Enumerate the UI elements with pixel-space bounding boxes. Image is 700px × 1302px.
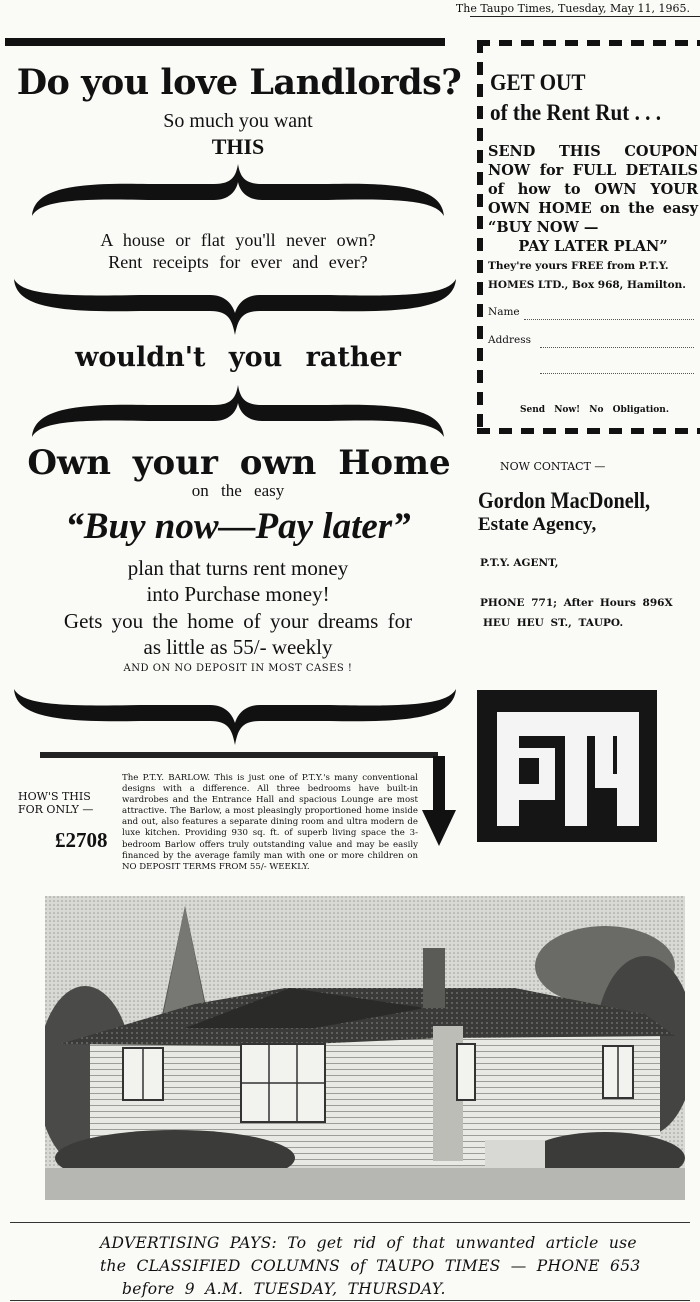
coupon-subtitle: of the Rent Rut . . .: [490, 100, 662, 125]
agent-agency: Estate Agency,: [478, 514, 597, 535]
own-your-own-home: Own your own Home: [27, 443, 451, 483]
plan-line-4: as little as 55/- weekly: [143, 635, 333, 659]
agent-phone: PHONE 771; After Hours 896X: [480, 597, 673, 609]
coupon-line: SEND THIS COUPON: [488, 143, 698, 160]
name-label: Name: [488, 306, 520, 318]
coupon-line: PAY LATER PLAN”: [518, 238, 668, 255]
house-illustration: [45, 896, 685, 1200]
plan-line-2: into Purchase money!: [146, 582, 330, 606]
left-heavy-rule: [5, 38, 445, 46]
subline: So much you want: [163, 110, 313, 132]
address-field-line-1[interactable]: [540, 346, 694, 348]
headline: Do you love Landlords?: [16, 62, 462, 103]
coupon-border-bottom: [477, 428, 700, 434]
subline-this: THIS: [211, 134, 265, 159]
masthead: The Taupo Times, Tuesday, May 11, 1965.: [455, 2, 690, 15]
no-deposit-note: AND ON NO DEPOSIT IN MOST CASES !: [123, 663, 353, 674]
down-arrow-icon: [420, 756, 458, 848]
plan-line-1: plan that turns rent money: [127, 556, 349, 580]
address-label: Address: [488, 334, 532, 346]
brace-up-top: [28, 162, 448, 220]
coupon-free-line-1: They're yours FREE from P.T.Y.: [488, 260, 669, 272]
footer-line-1: ADVERTISING PAYS: To get rid of that unwanted article use: [100, 1234, 637, 1252]
agent-role: P.T.Y. AGENT,: [480, 557, 559, 569]
hows-this-line-2: FOR ONLY —: [18, 803, 94, 816]
barlow-rule: [40, 752, 438, 758]
coupon-line: “BUY NOW —: [488, 219, 599, 236]
question-rent: Rent receipts for ever and ever?: [108, 252, 368, 272]
plan-line-3: Gets you the home of your dreams for: [63, 609, 413, 633]
coupon-free-line-2: HOMES LTD., Box 968, Hamilton.: [488, 279, 686, 291]
coupon-line: OWN HOME on the easy: [488, 200, 698, 217]
brace-down-1: [10, 275, 460, 337]
agent-name: Gordon MacDonell,: [478, 488, 651, 513]
footer-rule-bottom: [10, 1300, 690, 1301]
hows-this-label: [18, 790, 93, 816]
brace-down-2: [10, 685, 460, 747]
send-now-note: Send Now! No Obligation.: [520, 405, 669, 415]
wouldnt-you-rather: wouldn't you rather: [75, 342, 401, 373]
coupon-border-top: [477, 40, 700, 46]
coupon-border-left: [477, 40, 483, 434]
coupon-line: NOW for FULL DETAILS: [488, 162, 698, 179]
footer-rule-top: [10, 1222, 690, 1223]
name-field[interactable]: [524, 318, 694, 320]
hows-this-line-1: HOW'S THIS: [18, 790, 91, 803]
coupon-title: GET OUT: [490, 70, 586, 95]
coupon-body: [488, 142, 698, 256]
agent-address: HEU HEU ST., TAUPO.: [483, 617, 624, 629]
footer-line-2: the CLASSIFIED COLUMNS of TAUPO TIMES — PHONE 653: [100, 1257, 641, 1275]
pty-logo: [477, 690, 657, 842]
question-house: A house or flat you'll never own?: [100, 230, 376, 250]
slogan: “Buy now—Pay later”: [65, 506, 411, 547]
barlow-description: The P.T.Y. BARLOW. This is just one of P.T.Y.'s many conventional designs with a difference. All three bedrooms have built-in wardrobes and the Entrance Hall and spacious Lounge are most attractive. The Barlow, a most pleasingly proportioned home inside and out, also features a separate dining room and ultra modern de luxe kitchen. Providing 930 sq. ft. of superb living space the 3-bedroom Barlow offers truly outstanding value and may be easily financed by the average family man with one or more children on NO DEPOSIT TERMS FROM 55/- WEEKLY.: [122, 773, 418, 872]
brace-up-middle: [28, 383, 448, 441]
now-contact: NOW CONTACT —: [500, 460, 606, 473]
coupon-line: of how to OWN YOUR: [488, 181, 698, 198]
top-rule: [470, 16, 700, 17]
on-the-easy: on the easy: [191, 481, 285, 500]
price: £2708: [55, 828, 108, 852]
address-field-line-2[interactable]: [540, 372, 694, 374]
footer-line-3: before 9 A.M. TUESDAY, THURSDAY.: [122, 1280, 446, 1298]
